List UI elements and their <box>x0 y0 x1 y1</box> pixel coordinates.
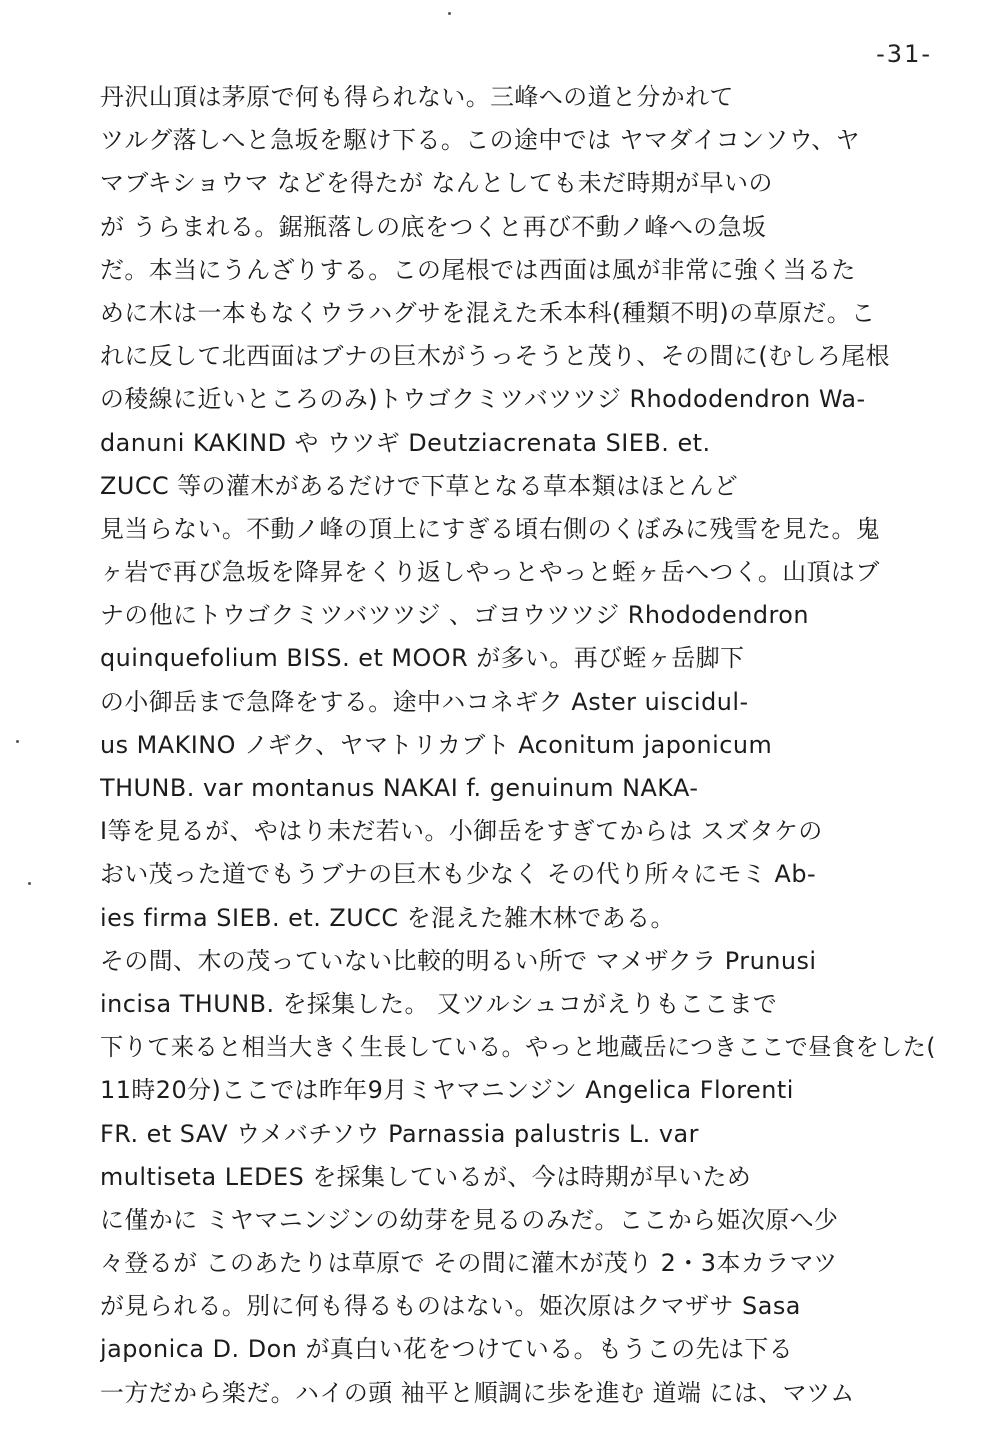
text-line: だ。本当にうんざりする。この尾根では西面は風が非常に強く当るた <box>100 255 856 284</box>
text-line: ツルグ落しへと急坂を駆け下る。この途中では ヤマダイコンソウ、ヤ <box>100 126 861 155</box>
text-line: japonica D. Don が真白い花をつけている。もうこの先は下る <box>100 1335 794 1364</box>
text-line: 丹沢山頂は茅原で何も得られない。三峰への道と分かれて <box>100 83 734 111</box>
text-line: 々登るが このあたりは草原で その間に灌木が茂り 2・3本カラマツ <box>100 1249 838 1278</box>
text-line: FR. et SAV ウメバチソウ Parnassia palustris L. var <box>100 1119 699 1148</box>
text-line: の稜線に近いところのみ)トウゴクミツバツツジ Rhododendron Wa- <box>100 385 866 414</box>
text-line: 11時20分)ここでは昨年9月ミヤマニンジン Angelica Florenti <box>100 1076 794 1105</box>
text-line: incisa THUNB. を採集した。 又ツルシュコがえりもここまで <box>100 989 778 1018</box>
text-line: に僅かに ミヤマニンジンの幼芽を見るのみだ。ここから姫次原へ少 <box>100 1205 839 1234</box>
text-line: danuni KAKIND や ウツギ Deutziacrenata SIEB. et. <box>100 428 711 457</box>
text-line: ies firma SIEB. et. ZUCC を混えた雑木林である。 <box>100 903 675 932</box>
page-number: -31- <box>876 40 932 68</box>
text-line: が うらまれる。鋸瓶落しの底をつくと再び不動ノ峰への急坂 <box>100 212 767 241</box>
handwritten-text-body <box>100 76 940 1415</box>
text-line: multiseta LEDES を採集しているが、今は時期が早いため <box>100 1162 752 1191</box>
text-line: I等を見るが、やはり未だ若い。小御岳をすぎてからは スズタケの <box>100 817 823 846</box>
text-line: THUNB. var montanus NAKAI f. genuinum NAKA- <box>100 774 699 802</box>
text-line: ヶ岩で再び急坂を降昇をくり返しやっとやっと蛭ヶ岳へつく。山頂はブ <box>100 558 880 587</box>
text-line: ナの他にトウゴクミツバツツジ 、ゴヨウツツジ Rhododendron <box>100 601 810 630</box>
text-line: その間、木の茂っていない比較的明るい所で マメザクラ Prunusi <box>100 946 817 975</box>
text-line: おい茂った道でもうブナの巨木も少なく その代り所々にモミ Ab- <box>100 860 817 889</box>
text-line: ZUCC 等の灌木があるだけで下草となる草本類はほとんど <box>100 471 739 500</box>
paper-speck <box>28 882 31 885</box>
text-line: 一方だから楽だ。ハイの頭 袖平と順調に歩を進む 道端 には、マツム <box>100 1378 855 1407</box>
text-line: マブキショウマ などを得たが なんとしても未だ時期が早いの <box>100 169 773 198</box>
paper-speck <box>448 12 451 15</box>
text-line: が見られる。別に何も得るものはない。姫次原はクマザサ Sasa <box>100 1292 801 1321</box>
paper-speck <box>16 740 19 743</box>
text-line: の小御岳まで急降をする。途中ハコネギク Aster uiscidul- <box>100 687 749 716</box>
text-line: れに反して北西面はブナの巨木がうっそうと茂り、その間に(むしろ尾根 <box>100 342 891 371</box>
text-line: 下りて来ると相当大きく生長している。やっと地蔵岳につきここで昼食をした( <box>100 1033 936 1062</box>
text-line: 見当らない。不動ノ峰の頂上にすぎる頃右側のくぼみに残雪を見た。鬼 <box>100 514 881 543</box>
text-line: quinquefolium BISS. et MOOR が多い。再び蛭ヶ岳脚下 <box>100 644 745 673</box>
text-line: めに木は一本もなくウラハグサを混えた禾本科(種類不明)の草原だ。こ <box>100 298 876 327</box>
text-line: us MAKINO ノギク、ヤマトリカブト Aconitum japonicum <box>100 730 773 759</box>
